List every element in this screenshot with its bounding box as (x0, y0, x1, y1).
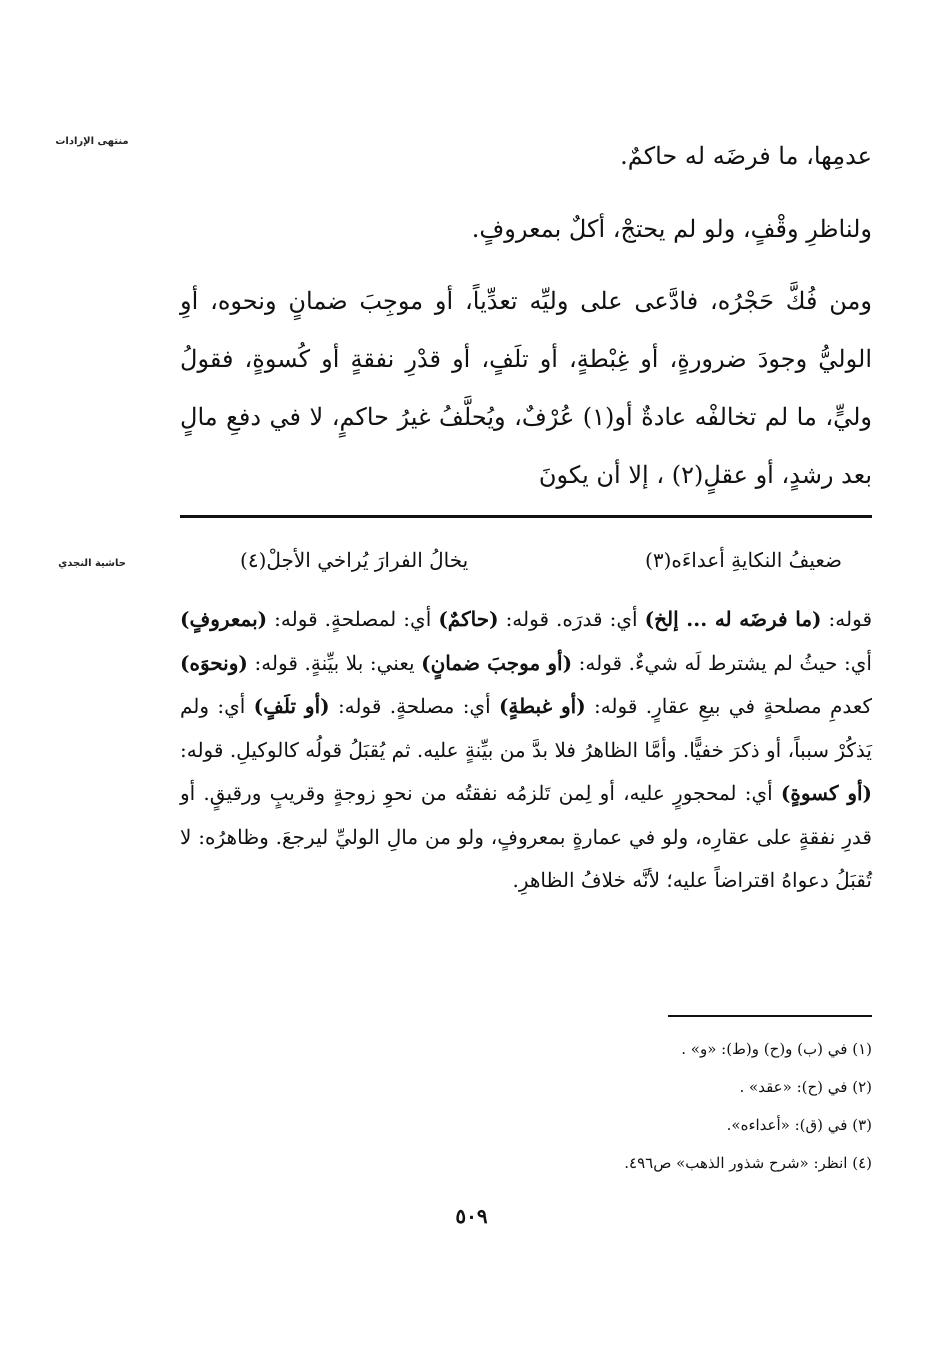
verse-hemistich-first: ضعيفُ النكايةِ أعداءَه(٣) (645, 548, 842, 572)
commentary-lemma: (أو غبطةٍ) (498, 694, 586, 718)
commentary-segment: أي: لمصلحةٍ. قوله: (267, 607, 439, 631)
footnote-1: (١) في (ب) و(ح) و(ط): «و» . (681, 1040, 872, 1058)
main-text-divider (180, 515, 872, 518)
page-number: ٥٠٩ (455, 1204, 488, 1228)
side-label-commentary-title: حاشية النجدي (58, 558, 126, 569)
footnote-divider (668, 1015, 872, 1017)
footnote-3: (٣) في (ق): «أعداءه». (726, 1116, 872, 1134)
commentary-lemma: (حاكمٌ) (438, 607, 499, 631)
main-text-paragraph: ومن فُكَّ حَجْرُه، فادَّعى على وليِّه تعدِّياً، أو موجِبَ ضمانٍ ونحوه، أوِ الوليُّ وجودَ ضرورةٍ، أو غِبْطةٍ، أو تلَفٍ، أو قدْرِ نفقةٍ أو كُسوةٍ، فقولُ وليٍّ، ما لم تخالفْه عادةٌ أو(١) عُرْفٌ، ويُحلَّفُ غيرُ حاكمٍ، لا في دفعِ مالٍ بعد رشدٍ، أو عقلٍ(٢) ، إلا أن يكونَ (180, 287, 872, 489)
commentary-segment: قوله: (821, 607, 873, 631)
commentary-lemma: (ما فرضَه له ... إلخ) (644, 607, 822, 631)
verse-hemistich-second: يخالُ الفرارَ يُراخي الأجلْ(٤) (240, 548, 469, 572)
side-label-book-title: منتهى الإرادات (55, 136, 129, 147)
commentary-lemma: (أو كسوةٍ) (780, 781, 872, 805)
footnotes (180, 1030, 872, 1182)
main-text-line-1: عدمِها، ما فرضَه له حاكمٌ. (620, 142, 872, 170)
main-text-line-2: ولناظرِ وقْفٍ، ولو لم يحتجْ، أكلٌ بمعروفٍ. (471, 215, 872, 243)
commentary-segment: يعني: بلا بيِّنةٍ. قوله: (247, 650, 422, 675)
commentary-lemma: (ونحوَه) (180, 650, 248, 675)
commentary-lemma: (بمعروفٍ) (180, 607, 268, 631)
commentary-lemma: (أو تلَفٍ) (253, 694, 330, 718)
poetry-verse (180, 540, 872, 580)
commentary-segment: أي: لمحجورٍ عليه، أو لِمن تَلزمُه نفقتُه من نحوِ زوجةٍ وقريبٍ ورقيقٍ. أو قدرِ نفقةٍ على عقارِه، ولو في عمارةٍ بمعروفٍ، ولو من مالِ الوليِّ ليرجعَ. وظاهرُه: لا تُقبَلُ دعواهُ اقتراضاً عليه؛ لأنَّه خلافُ الظاهرِ. (180, 781, 872, 892)
commentary-segment: أي: مصلحةٍ. قوله: (329, 694, 499, 718)
commentary-segment: كعدمِ مصلحةٍ في بيعِ عقارٍ. قوله: (585, 694, 873, 718)
commentary-segment: أي: ولم يَذكُرْ سبباً، أو ذكرَ خفيًّا. وأمَّا الظاهرُ فلا بدَّ من بيِّنةٍ عليه. ثم يُقبَلُ قولُه كالوكيلِ. قوله: (180, 694, 872, 762)
footnote-4: (٤) انظر: «شرح شذور الذهب» ص٤٩٦. (624, 1154, 872, 1172)
commentary-segment: أي: حيثُ لم يشترط لَه شيءٌ. قوله: (572, 650, 872, 675)
footnote-2: (٢) في (ح): «عقد» . (739, 1078, 872, 1096)
commentary-text (180, 598, 872, 903)
commentary-segment: أي: قدرَه. قوله: (498, 607, 645, 631)
commentary-lemma: (أو موجبَ ضمانٍ) (421, 650, 573, 675)
